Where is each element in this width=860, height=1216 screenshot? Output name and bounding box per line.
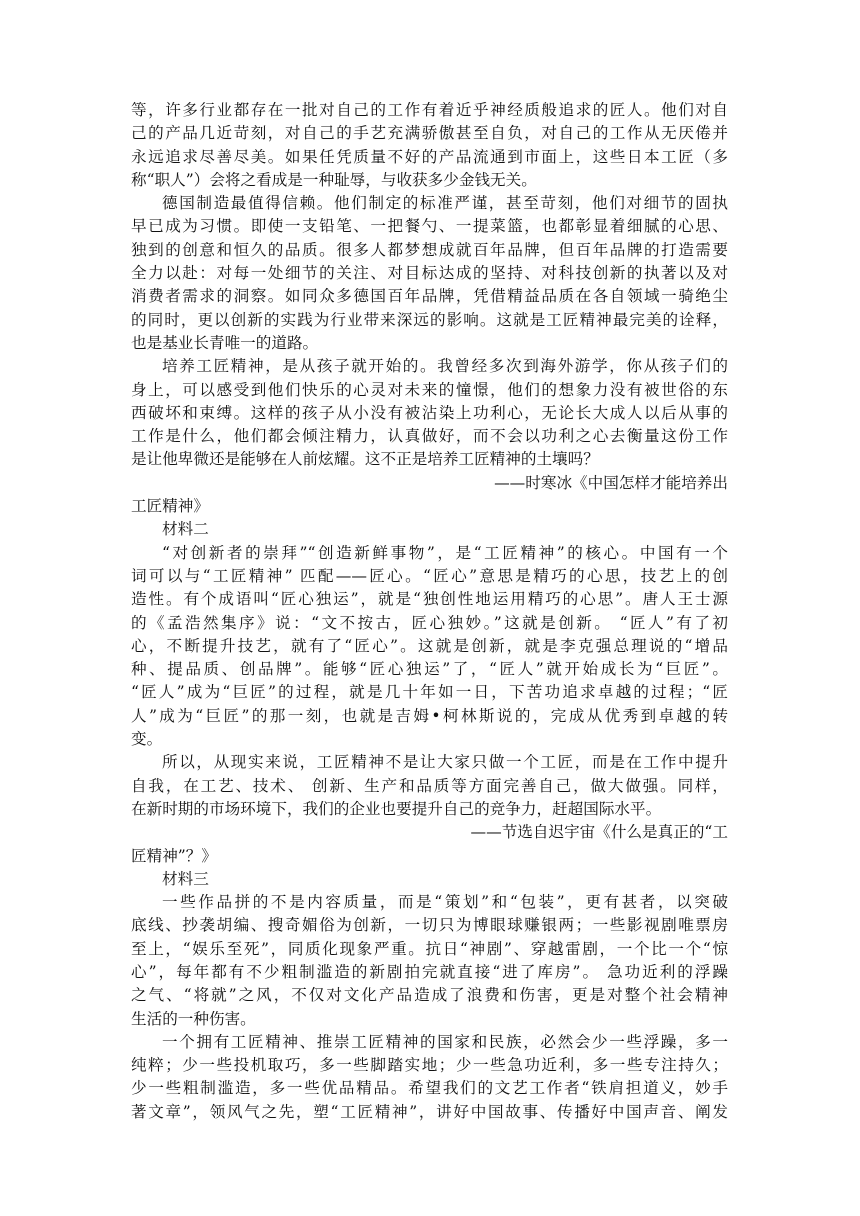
- document-body: [131, 99, 728, 1124]
- text-line: 己的产品几近苛刻，对自己的手艺充满骄傲甚至自负，对自己的工作从无厌倦并: [131, 124, 728, 143]
- text-line: 之气、“将就”之风，不仅对文化产品造成了浪费和伤害，更是对整个社会精神: [131, 986, 728, 1005]
- text-line: 底线、抄袭胡编、搜奇媚俗为创新，一切只为博眼球赚银两；一些影视剧唯票房: [131, 916, 728, 935]
- text-line: 独到的创意和恒久的品质。很多人都梦想成就百年品牌，但百年品牌的打造需要: [131, 240, 728, 259]
- text-line: “匠人”成为“巨匠”的过程，就是几十年如一日，下苦功追求卓越的过程；“匠: [131, 683, 728, 702]
- text-line: 西破坏和束缚。这样的孩子从小没有被沾染上功利心，无论长大成人以后从事的: [131, 403, 728, 422]
- text-line: 心”，每年都有不少粗制滥造的新剧拍完就直接“进了库房”。 急功近利的浮躁: [131, 962, 728, 981]
- text-line: 匠精神”？》: [131, 846, 217, 865]
- text-line: ——时寒冰《中国怎样才能培养出: [494, 473, 728, 492]
- text-line: 心，不断提升技艺，就有了“匠心”。这就是创新，就是李克强总理说的“增品: [131, 636, 728, 655]
- text-line: 工匠精神》: [131, 497, 209, 516]
- section-heading: 材料三: [162, 869, 209, 888]
- text-line: 所以，从现实来说，工匠精神不是让大家只做一个工匠，而是在工作中提升: [162, 753, 728, 772]
- text-line: 全力以赴：对每一处细节的关注、对目标达成的坚持、对科技创新的执著以及对: [131, 264, 728, 283]
- text-line: 的《孟浩然集序》说：“文不按古，匠心独妙。”这就是创新。 “匠人”有了初: [131, 613, 728, 632]
- text-line: 身上，可以感受到他们快乐的心灵对未来的憧憬，他们的想象力没有被世俗的东: [131, 380, 728, 399]
- text-line: 造性。有个成语叫“匠心独运”，就是“独创性地运用精巧的心思”。唐人王士源: [131, 590, 728, 609]
- text-line: 培养工匠精神，是从孩子就开始的。我曾经多次到海外游学，你从孩子们的: [162, 357, 728, 376]
- text-line: 德国制造最值得信赖。他们制定的标准严谨，甚至苛刻，他们对细节的固执: [162, 194, 728, 213]
- text-line: 早已成为习惯。即使一支铅笔、一把餐勺、一提菜篮，也都彰显着细腻的心思、: [131, 217, 728, 236]
- text-line: 生活的一种伤害。: [131, 1009, 256, 1028]
- text-line: 种、提品质、创品牌”。能够“匠心独运”了，“匠人”就开始成长为“巨匠”。: [131, 660, 728, 679]
- text-line: 是让他卑微还是能够在人前炫耀。这不正是培养工匠精神的土壤吗？: [131, 450, 599, 469]
- text-line: 一些作品拼的不是内容质量，而是“策划”和“包装”，更有甚者，以突破: [162, 893, 728, 912]
- text-line: 称“职人”）会将之看成是一种耻辱，与收获多少金钱无关。: [131, 170, 537, 189]
- text-line: 自我，在工艺、技术、 创新、生产和品质等方面完善自己，做大做强。同样，: [131, 776, 728, 795]
- text-line: 纯粹；少一些投机取巧，多一些脚踏实地；少一些急功近利，多一些专注持久；: [131, 1056, 728, 1075]
- text-line: 等，许多行业都存在一批对自己的工作有着近乎神经质般追求的匠人。他们对自: [131, 101, 728, 119]
- text-line: 至上，“娱乐至死”，同质化现象严重。抗日“神剧”、穿越雷剧，一个比一个“惊: [131, 939, 728, 958]
- text-line: 工作是什么，他们都会倾注精力，认真做好，而不会以功利之心去衡量这份工作: [131, 427, 728, 446]
- text-line: 著文章”，领风气之先，塑“工匠精神”，讲好中国故事、传播好中国声音、阐发: [131, 1102, 728, 1121]
- text-line: 一个拥有工匠精神、推崇工匠精神的国家和民族，必然会少一些浮躁，多一: [162, 1032, 728, 1051]
- text-line: ——节选自迟宇宙《什么是真正的“工: [470, 823, 728, 842]
- text-line: 人”成为“巨匠”的那一刻，也就是吉姆•柯林斯说的，完成从优秀到卓越的转: [131, 706, 728, 725]
- text-line: 消费者需求的洞察。如同众多德国百年品牌，凭借精益品质在各自领域一骑绝尘: [131, 287, 728, 306]
- section-heading: 材料二: [162, 520, 209, 539]
- text-line: 少一些粗制滥造，多一些优品精品。希望我们的文艺工作者“铁肩担道义，妙手: [131, 1079, 728, 1098]
- text-line: 变。: [131, 730, 163, 749]
- text-line: 永远追求尽善尽美。如果任凭质量不好的产品流通到市面上，这些日本工匠（多: [131, 147, 728, 166]
- text-line: “对创新者的崇拜”“创造新鲜事物”，是“工匠精神”的核心。中国有一个: [162, 543, 728, 562]
- text-line: 在新时期的市场环境下，我们的企业也要提升自己的竞争力，赶超国际水平。: [131, 799, 662, 818]
- text-line: 的同时，更以创新的实践为行业带来深远的影响。这就是工匠精神最完美的诠释，: [131, 310, 728, 329]
- text-line: 词可以与“工匠精神” 匹配——匠心。“匠心”意思是精巧的心思，技艺上的创: [131, 566, 728, 585]
- text-line: 也是基业长青唯一的道路。: [131, 333, 319, 352]
